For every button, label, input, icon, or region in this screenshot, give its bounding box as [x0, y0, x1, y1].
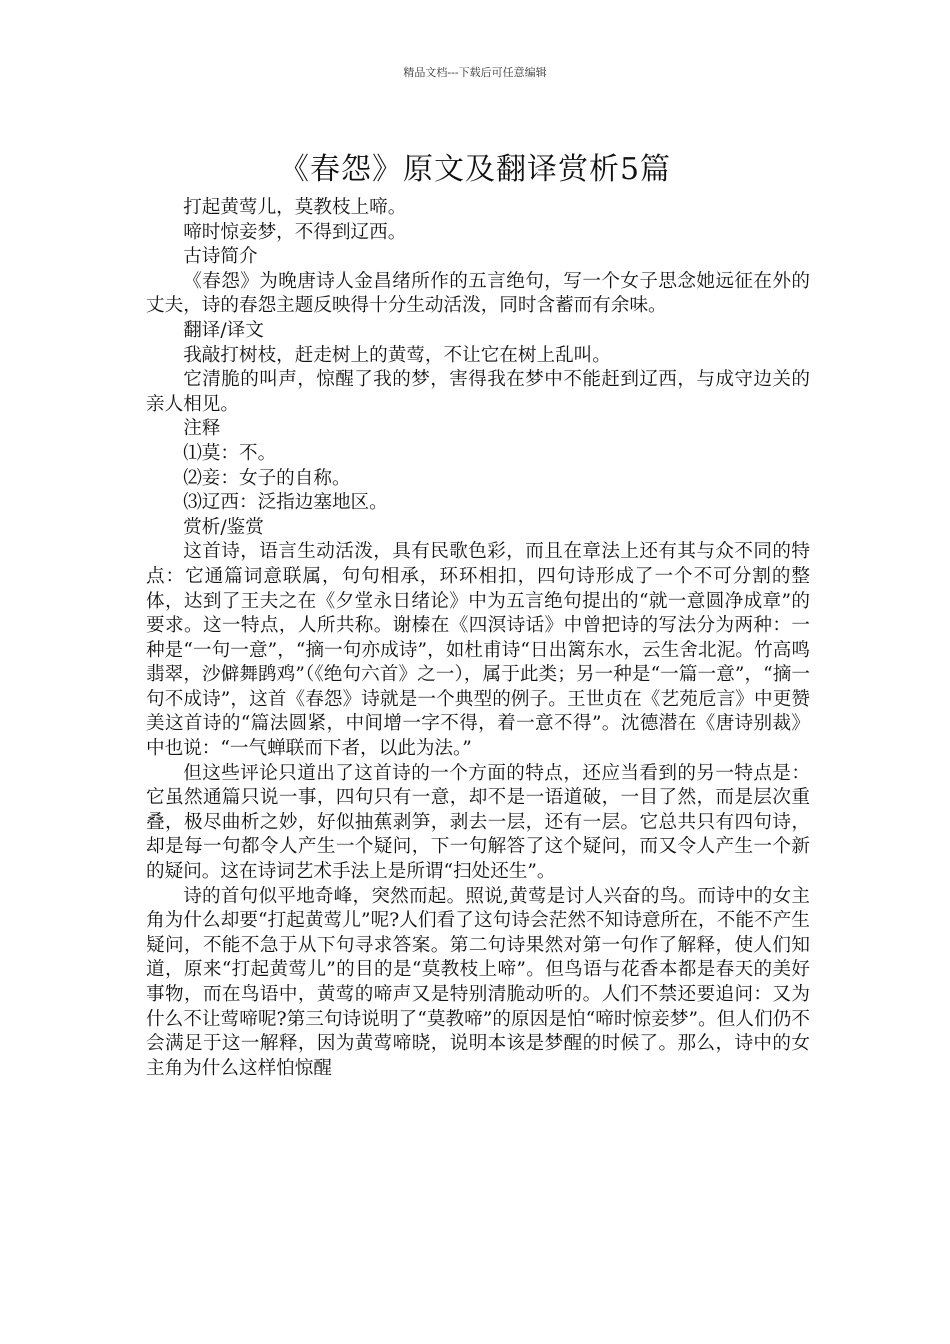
- poem-line-1: 打起黄莺儿，莫教枝上啼。: [183, 197, 407, 218]
- intro-paragraph: 《春怨》为晚唐诗人金昌绪所作的五言绝句，写一个女子思念她远征在外的丈夫，诗的春怨主题反映得十分生动活泼，同时含蓄而有余味。: [146, 270, 810, 317]
- note-item-3: ⑶辽西：泛指边塞地区。: [183, 492, 388, 514]
- note-item-1: ⑴莫：不。: [183, 442, 277, 464]
- page-title: 《春怨》原文及翻译赏析5篇: [278, 152, 672, 188]
- translation-line-1: 我敲打树枝，赶走树上的黄莺，不让它在树上乱叫。: [183, 344, 611, 366]
- translation-line-2: 它清脆的叫声，惊醒了我的梦，害得我在梦中不能赶到辽西，与成守边关的亲人相见。: [146, 369, 810, 415]
- header-note: 精品文档---下载后可任意编辑: [403, 66, 547, 79]
- appreciation-paragraph-1: 这首诗，语言生动活泼，具有民歌色彩，而且在章法上还有其与众不同的特点：它通篇词意联属，句句相承，环环相扣，四句诗形成了一个不可分割的整体，达到了王夫之在《夕堂永日绪论》中为五言绝句提出的“就一意圆净成章”的要求。这一特点，人所共称。谢榛在《四溟诗话》中曾把诗的写法分为两种：一种是“一句一意”，“摘一句亦成诗”，如杜甫诗“日出篱东水，云生舍北泥。竹高鸣翡翠，沙僻舞鹍鸡”（《绝句六首》之一），属于此类；另一种是“一篇一意”，“摘一句不成诗”，这首《春怨》诗就是一个典型的例子。王世贞在《艺苑卮言》中更赞美这首诗的“篇法圆紧，中间增一字不得，着一意不得”。沈德潜在《唐诗别裁》中也说：“一气蝉联而下者，以此为法。”: [146, 541, 810, 760]
- note-item-2: ⑵妾：女子的自称。: [183, 467, 351, 489]
- appreciation-paragraph-2: 但这些评论只道出了这首诗的一个方面的特点，还应当看到的另一特点是：它虽然通篇只说一事，四句只有一意，却不是一语道破，一目了然，而是层次重叠，极尽曲析之妙，好似抽蕉剥笋，剥去一层，还有一层。它总共只有四句诗，却是每一句都令人产生一个疑问，下一句解答了这个疑问，而又令人产生一个新的疑问。这在诗词艺术手法上是所谓“扫处还生”。: [146, 762, 810, 883]
- section-heading-appreciation: 赏析/鉴赏: [183, 516, 264, 538]
- document-body: [146, 196, 810, 1081]
- section-heading-intro: 古诗简介: [183, 246, 258, 268]
- section-heading-notes: 注释: [183, 418, 221, 440]
- appreciation-paragraph-3: 诗的首句似平地奇峰，突然而起。照说,黄莺是讨人兴奋的鸟。而诗中的女主角为什么却要“打起黄莺儿”呢?人们看了这句诗会茫然不知诗意所在，不能不产生疑问，不能不急于从下句寻求答案。第二句诗果然对第一句作了解释，使人们知道，原来“打起黄莺儿”的目的是“莫教枝上啼”。但鸟语与花香本都是春天的美好事物，而在鸟语中，黄莺的啼声又是特别清脆动听的。人们不禁还要追问：又为什么不让莺啼呢?第三句诗说明了“莫教啼”的原因是怕“啼时惊妾梦”。但人们仍不会满足于这一解释，因为黄莺啼晓，说明本该是梦醒的时候了。那么，诗中的女主角为什么这样怕惊醒: [146, 885, 810, 1079]
- poem-line-2: 啼时惊妾梦，不得到辽西。: [183, 221, 407, 243]
- section-heading-translation: 翻译/译文: [183, 319, 264, 341]
